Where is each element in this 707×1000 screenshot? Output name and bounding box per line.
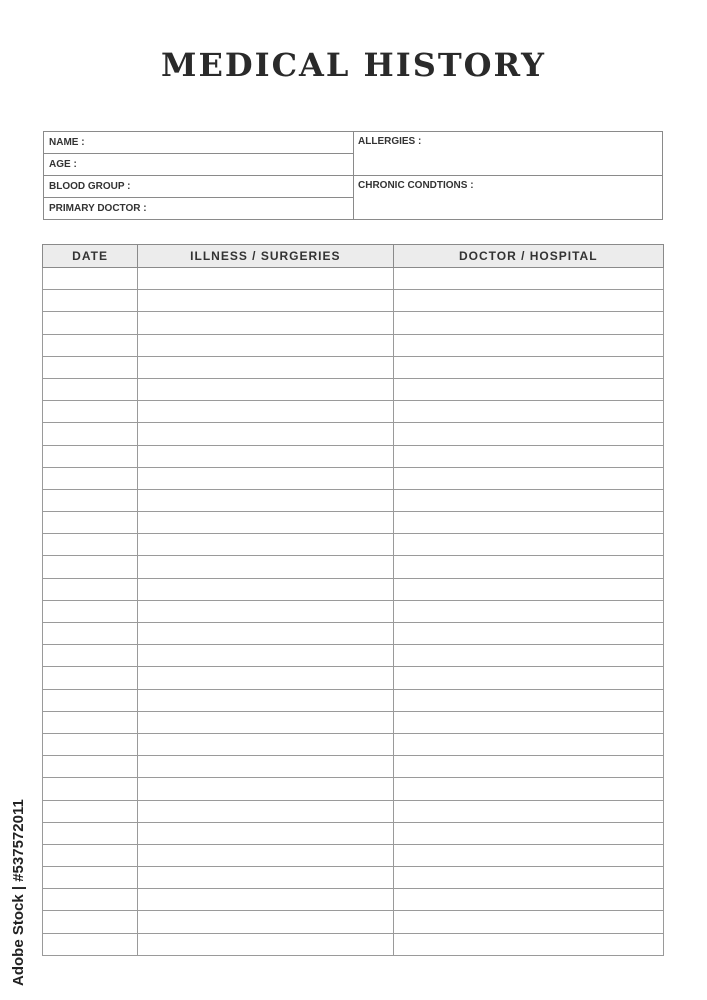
table-row — [43, 423, 664, 445]
doctor-hospital-cell[interactable] — [393, 556, 663, 578]
blood-group-field[interactable]: BLOOD GROUP : — [44, 176, 353, 198]
doctor-hospital-cell[interactable] — [393, 711, 663, 733]
doctor-hospital-cell[interactable] — [393, 356, 663, 378]
table-row — [43, 867, 664, 889]
date-cell[interactable] — [43, 911, 138, 933]
date-cell[interactable] — [43, 822, 138, 844]
date-column-header: DATE — [43, 245, 138, 268]
doctor-hospital-cell[interactable] — [393, 778, 663, 800]
illness-surgeries-cell[interactable] — [138, 578, 393, 600]
date-cell[interactable] — [43, 467, 138, 489]
illness-surgeries-cell[interactable] — [138, 711, 393, 733]
table-row — [43, 645, 664, 667]
table-body — [43, 268, 664, 956]
table-row — [43, 467, 664, 489]
doctor-hospital-cell[interactable] — [393, 290, 663, 312]
illness-surgeries-cell[interactable] — [138, 378, 393, 400]
date-cell[interactable] — [43, 356, 138, 378]
doctor-hospital-cell[interactable] — [393, 467, 663, 489]
table-row — [43, 844, 664, 866]
table-row — [43, 756, 664, 778]
doctor-hospital-cell[interactable] — [393, 911, 663, 933]
doctor-hospital-cell[interactable] — [393, 800, 663, 822]
doctor-hospital-cell[interactable] — [393, 312, 663, 334]
table-row — [43, 356, 664, 378]
doctor-hospital-cell[interactable] — [393, 334, 663, 356]
date-cell[interactable] — [43, 534, 138, 556]
date-cell[interactable] — [43, 401, 138, 423]
illness-surgeries-cell[interactable] — [138, 844, 393, 866]
date-cell[interactable] — [43, 423, 138, 445]
table-row — [43, 489, 664, 511]
date-cell[interactable] — [43, 512, 138, 534]
table-row — [43, 401, 664, 423]
table-row — [43, 889, 664, 911]
illness-surgeries-cell[interactable] — [138, 268, 393, 290]
page-title: MEDICAL HISTORY — [161, 46, 546, 84]
doctor-hospital-cell[interactable] — [393, 889, 663, 911]
illness-surgeries-cell[interactable] — [138, 667, 393, 689]
illness-surgeries-cell[interactable] — [138, 733, 393, 755]
date-cell[interactable] — [43, 268, 138, 290]
patient-info-left-column — [44, 132, 354, 219]
illness-surgeries-cell[interactable] — [138, 911, 393, 933]
patient-info-right-column — [354, 132, 662, 219]
date-cell[interactable] — [43, 733, 138, 755]
table-header-row — [43, 245, 664, 268]
illness-surgeries-cell[interactable] — [138, 800, 393, 822]
table-row — [43, 378, 664, 400]
table-row — [43, 800, 664, 822]
illness-surgeries-cell[interactable] — [138, 334, 393, 356]
illness-surgeries-cell[interactable] — [138, 556, 393, 578]
date-cell[interactable] — [43, 334, 138, 356]
date-cell[interactable] — [43, 623, 138, 645]
illness-surgeries-cell[interactable] — [138, 534, 393, 556]
doctor-hospital-cell[interactable] — [393, 756, 663, 778]
allergies-field[interactable]: ALLERGIES : — [354, 132, 662, 176]
date-cell[interactable] — [43, 378, 138, 400]
doctor-hospital-cell[interactable] — [393, 512, 663, 534]
doctor-hospital-cell[interactable] — [393, 445, 663, 467]
table-row — [43, 268, 664, 290]
table-row — [43, 534, 664, 556]
doctor-hospital-column-header: DOCTOR / HOSPITAL — [393, 245, 663, 268]
date-cell[interactable] — [43, 645, 138, 667]
illness-surgeries-cell[interactable] — [138, 689, 393, 711]
name-field[interactable]: NAME : — [44, 132, 353, 154]
table-row — [43, 312, 664, 334]
illness-surgeries-cell[interactable] — [138, 867, 393, 889]
doctor-hospital-cell[interactable] — [393, 268, 663, 290]
illness-surgeries-cell[interactable] — [138, 445, 393, 467]
table-row — [43, 600, 664, 622]
illness-surgeries-cell[interactable] — [138, 756, 393, 778]
date-cell[interactable] — [43, 933, 138, 955]
doctor-hospital-cell[interactable] — [393, 844, 663, 866]
illness-surgeries-column-header: ILLNESS / SURGERIES — [138, 245, 393, 268]
table-row — [43, 711, 664, 733]
doctor-hospital-cell[interactable] — [393, 489, 663, 511]
illness-surgeries-cell[interactable] — [138, 933, 393, 955]
table-row — [43, 778, 664, 800]
date-cell[interactable] — [43, 800, 138, 822]
stock-watermark-id: Adobe Stock | #537572011 — [10, 799, 27, 986]
date-cell[interactable] — [43, 711, 138, 733]
illness-surgeries-cell[interactable] — [138, 512, 393, 534]
illness-surgeries-cell[interactable] — [138, 600, 393, 622]
illness-surgeries-cell[interactable] — [138, 423, 393, 445]
doctor-hospital-cell[interactable] — [393, 645, 663, 667]
date-cell[interactable] — [43, 578, 138, 600]
illness-surgeries-cell[interactable] — [138, 401, 393, 423]
illness-surgeries-cell[interactable] — [138, 778, 393, 800]
date-cell[interactable] — [43, 778, 138, 800]
table-row — [43, 512, 664, 534]
doctor-hospital-cell[interactable] — [393, 600, 663, 622]
doctor-hospital-cell[interactable] — [393, 933, 663, 955]
date-cell[interactable] — [43, 489, 138, 511]
doctor-hospital-cell[interactable] — [393, 733, 663, 755]
table-row — [43, 911, 664, 933]
doctor-hospital-cell[interactable] — [393, 667, 663, 689]
table-row — [43, 290, 664, 312]
table-row — [43, 933, 664, 955]
table-row — [43, 689, 664, 711]
illness-surgeries-cell[interactable] — [138, 889, 393, 911]
date-cell[interactable] — [43, 667, 138, 689]
illness-surgeries-cell[interactable] — [138, 489, 393, 511]
patient-info-box — [43, 131, 663, 220]
medical-history-table — [42, 244, 664, 956]
doctor-hospital-cell[interactable] — [393, 423, 663, 445]
chronic-conditions-field[interactable]: CHRONIC CONDTIONS : — [358, 180, 474, 191]
date-cell[interactable] — [43, 844, 138, 866]
table-row — [43, 445, 664, 467]
illness-surgeries-cell[interactable] — [138, 645, 393, 667]
table-row — [43, 334, 664, 356]
date-cell[interactable] — [43, 312, 138, 334]
age-field[interactable]: AGE : — [44, 154, 353, 176]
doctor-hospital-cell[interactable] — [393, 689, 663, 711]
illness-surgeries-cell[interactable] — [138, 356, 393, 378]
date-cell[interactable] — [43, 445, 138, 467]
date-cell[interactable] — [43, 600, 138, 622]
doctor-hospital-cell[interactable] — [393, 534, 663, 556]
doctor-hospital-cell[interactable] — [393, 378, 663, 400]
table-row — [43, 578, 664, 600]
date-cell[interactable] — [43, 756, 138, 778]
table-row — [43, 556, 664, 578]
table-row — [43, 667, 664, 689]
doctor-hospital-cell[interactable] — [393, 867, 663, 889]
date-cell[interactable] — [43, 867, 138, 889]
illness-surgeries-cell[interactable] — [138, 623, 393, 645]
illness-surgeries-cell[interactable] — [138, 467, 393, 489]
date-cell[interactable] — [43, 889, 138, 911]
illness-surgeries-cell[interactable] — [138, 312, 393, 334]
doctor-hospital-cell[interactable] — [393, 623, 663, 645]
date-cell[interactable] — [43, 556, 138, 578]
doctor-hospital-cell[interactable] — [393, 822, 663, 844]
illness-surgeries-cell[interactable] — [138, 822, 393, 844]
illness-surgeries-cell[interactable] — [138, 290, 393, 312]
doctor-hospital-cell[interactable] — [393, 401, 663, 423]
table-row — [43, 623, 664, 645]
date-cell[interactable] — [43, 689, 138, 711]
table-row — [43, 733, 664, 755]
primary-doctor-field[interactable]: PRIMARY DOCTOR : — [49, 203, 147, 214]
table-row — [43, 822, 664, 844]
doctor-hospital-cell[interactable] — [393, 578, 663, 600]
date-cell[interactable] — [43, 290, 138, 312]
